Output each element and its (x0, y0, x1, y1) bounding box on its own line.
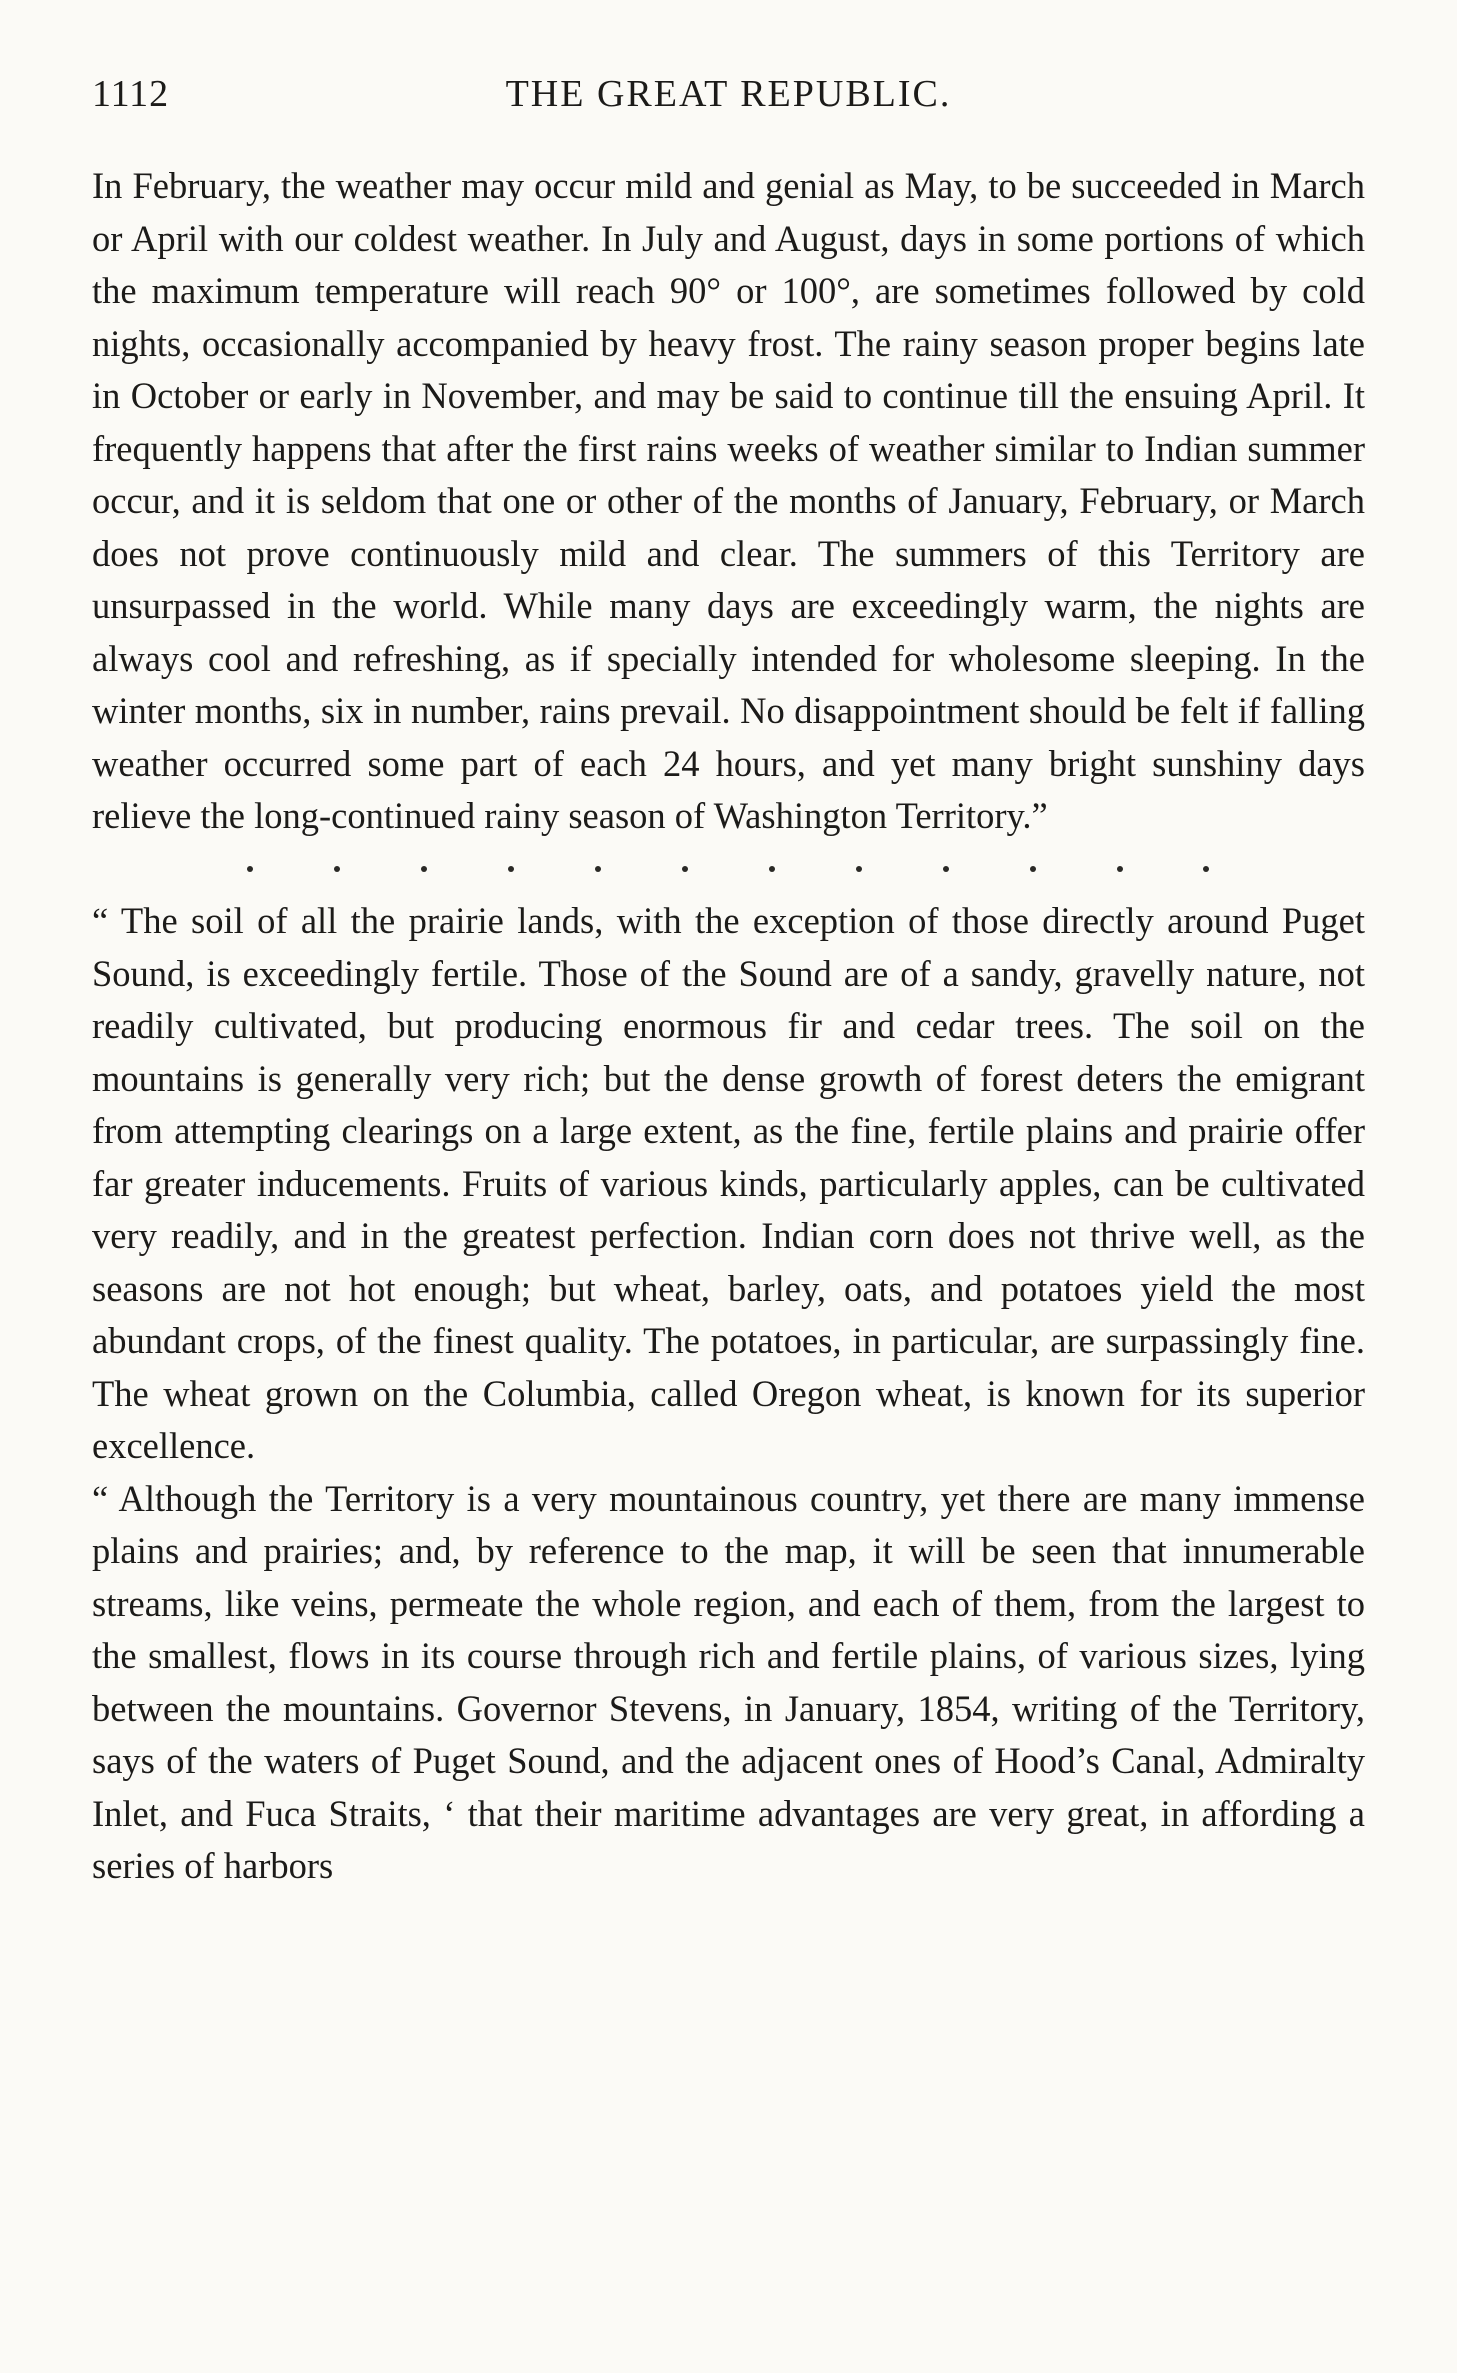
paragraph-territory: “ Although the Territory is a very mountainous country, yet there are many immense plains and prairies; and, by reference to the map, it will be seen that innumerable streams, like veins, permeate the whole region, and each of them, from the largest to the smallest, flows in its course through rich and fertile plains, of various sizes, lying between the mountains. Governor Stevens, in January, 1854, writing of the Territory, says of the waters of Puget Sound, and the adjacent ones of Hood’s Canal, Admiralty Inlet, and Fuca Straits, ‘ that their maritime advantages are very great, in affording a series of harbors (92, 1477, 1365, 1886)
separator-dot (682, 866, 688, 872)
page-header (92, 72, 1365, 136)
body-text (92, 160, 1365, 1893)
separator-dot (856, 866, 862, 872)
ellipsis-separator (92, 843, 1365, 896)
separator-dot (595, 866, 601, 872)
separator-dot (943, 866, 949, 872)
page-number: 1112 (92, 73, 170, 115)
separator-dot (1203, 866, 1209, 872)
paragraph-soil: “ The soil of all the prairie lands, with the exception of those directly around Puget Sound, is exceedingly fertile. Those of the Sound are of a sandy, gravelly nature, not readily cultivated, but producing enormous fir and cedar trees. The soil on the mountains is generally very rich; but the dense growth of forest deters the emigrant from attempting clearings on a large extent, as the fine, fertile plains and prairie offer far greater inducements. Fruits of various kinds, particularly apples, can be cultivated very readily, and in the greatest perfection. Indian corn does not thrive well, as the seasons are not hot enough; but wheat, barley, oats, and potatoes yield the most abundant crops, of the finest quality. The potatoes, in particular, are surpassingly fine. The wheat grown on the Columbia, called Oregon wheat, is known for its superior excellence. (92, 900, 1365, 1466)
separator-dot (769, 866, 775, 872)
running-title: THE GREAT REPUBLIC. (505, 73, 952, 115)
separator-dot (421, 866, 427, 872)
separator-dot (1030, 866, 1036, 872)
separator-dot (334, 866, 340, 872)
paragraph-climate: In February, the weather may occur mild and genial as May, to be succeeded in March or April with our coldest weather. In July and August, days in some portions of which the maximum temperature will reach 90° or 100°, are sometimes followed by cold nights, occasionally accompanied by heavy frost. The rainy season proper begins late in October or early in November, and may be said to continue till the ensuing April. It frequently happens that after the first rains weeks of weather similar to Indian summer occur, and it is seldom that one or other of the months of January, February, or March does not prove continuously mild and clear. The summers of this Territory are unsurpassed in the world. While many days are exceedingly warm, the nights are always cool and refreshing, as if specially intended for wholesome sleeping. In the winter months, six in number, rains prevail. No disappointment should be felt if falling weather occurred some part of each 24 hours, and yet many bright sunshiny days relieve the long-continued rainy season of Washington Territory.” (92, 165, 1365, 836)
separator-dot (508, 866, 514, 872)
separator-dot (247, 866, 253, 872)
separator-dot (1117, 866, 1123, 872)
